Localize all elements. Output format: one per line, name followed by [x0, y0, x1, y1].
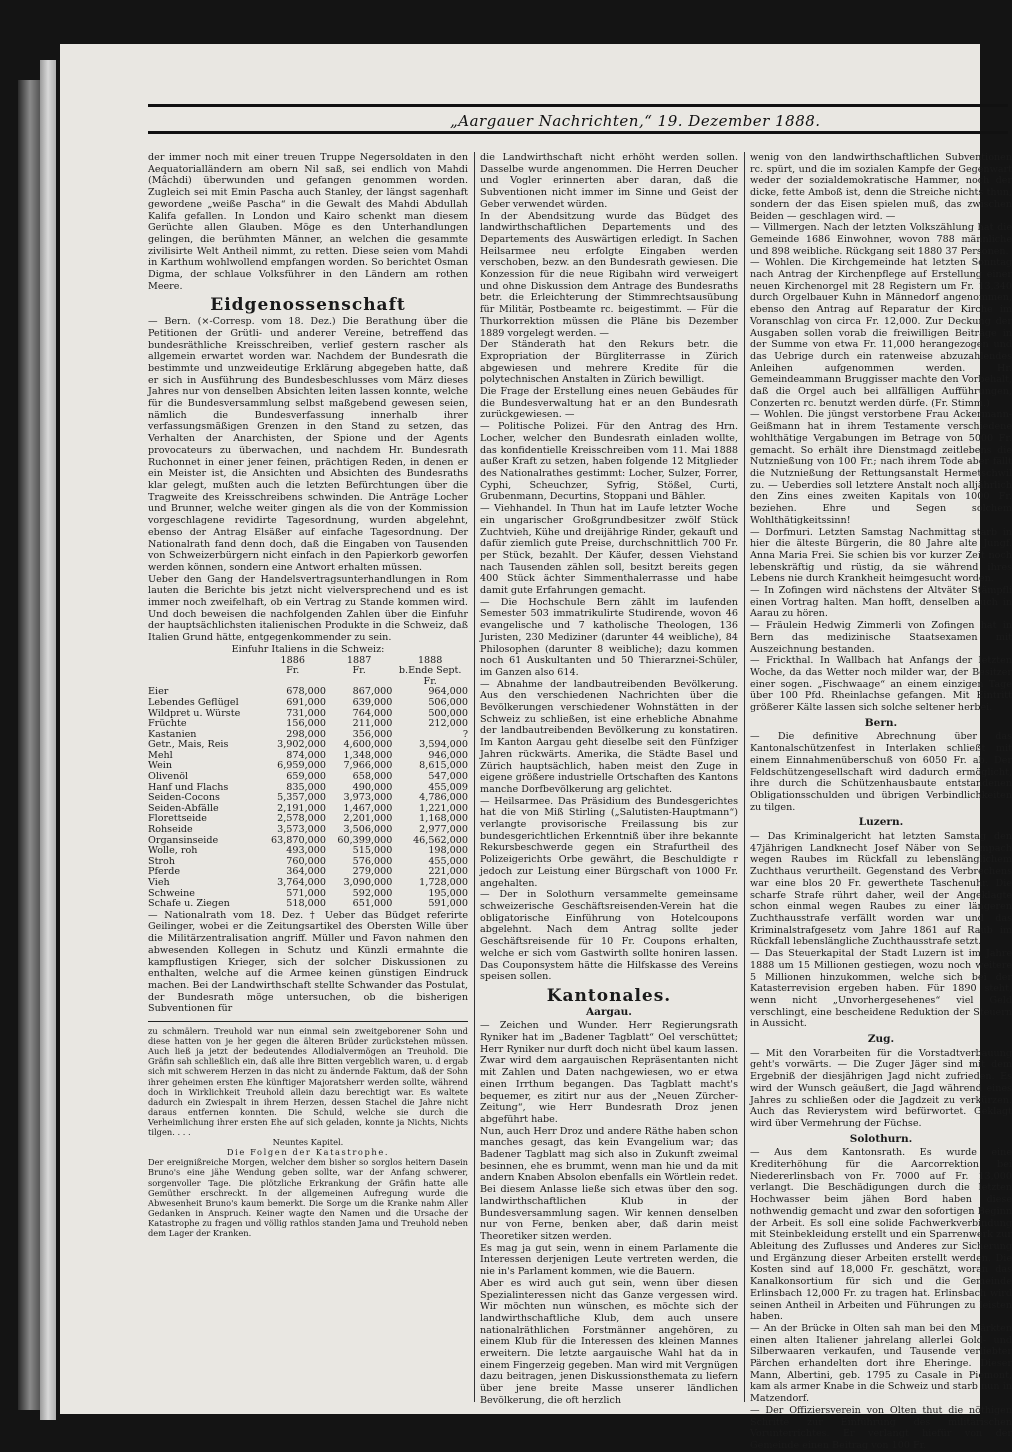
- article-nationalrath: — Nationalrath vom 18. Dez. † Ueber das Büdget referirte Geilinger, wobei er die Zeitungsartikel des Obersten Wille über die Militärzentralisation angriff. Müller und Favon nahmen den abwesenden Kollegen in Schutz und Künzli ermahnte die kampflustigen Krieger, sich der solcher Diskussionen zu enthalten, welche auf die Armee keinen günstigen Eindruck machen. Bei der Landwirthschaft stellte Schwander das Postulat, der Bundesrath möge untersuchen, ob die bisherigen Subventionen für: [148, 909, 468, 1015]
- product-name-cell: Lebendes Geflügel: [148, 696, 239, 708]
- article-viehhandel: — Viehhandel. In Thun hat im Laufe letzter Woche ein ungarischer Großgrundbesitzer zwölf Stück Zuchtvieh, Kühe und dreijährige Rinder, gekauft und dafür ziemlich gute Preise, durchschnittlich 700 Fr. per Stück, bezahlt. Der Käufer, dessen Viehstand nach Tausenden zählen soll, besitzt bereits gegen 400 Stück ächter Simmenthalerrasse und habe damit gute Erfahrungen gemacht.: [480, 503, 738, 597]
- value-cell: 3,090,000: [343, 877, 393, 888]
- value-cell: 5,357,000: [277, 792, 326, 804]
- masthead-rule-top: [148, 104, 1008, 107]
- article-droz: Nun, auch Herr Droz und andere Räthe haben schon manches gesagt, das kein Evangelium war; das Badener Tagblatt mag sich also in Zukunft zweimal besinnen, ehe es brummt, wenn man hie und da mit andern Knaben Absolon ebenfalls ein Wörtlein redet.: [480, 1125, 738, 1184]
- product-name-cell: Olivenöl: [148, 771, 189, 783]
- value-cell: 212,000: [428, 718, 468, 730]
- article-zug-jagd: — Mit den Vorarbeiten für die Vorstadtverbauung geht's vorwärts. — Die Zuger Jäger sind mit dem Ergebniß der diesjährigen Jagd nicht zufrieden. Es wird der Wunsch geäußert, die Jagd während eines Jahres zu schließen oder die Jagdzeit zu verkürzen. Auch das Revierystem wird befürwortet. Geklagt wird über Vermehrung der Füchse.: [750, 1047, 1012, 1129]
- value-cell: 592,000: [352, 887, 393, 899]
- product-name-cell: Stroh: [148, 855, 175, 867]
- table-body: [148, 687, 468, 909]
- subheading-solothurn: Solothurn.: [849, 1132, 913, 1145]
- value-cell: 1,348,000: [343, 749, 393, 761]
- product-name-cell: Wein: [148, 760, 173, 772]
- value-cell: 4,786,000: [419, 792, 468, 804]
- year-header: 1886: [280, 654, 305, 666]
- column-3: [750, 152, 1012, 1452]
- value-cell: 835,000: [286, 781, 326, 793]
- value-cell: 571,000: [286, 887, 326, 899]
- article-bern-petitionen: — Bern. (×-Corresp. vom 18. Dez.) Die Berathung über die Petitionen der Grütli- und anderer Vereine, betreffend das bundesräthliche Kreisschreiben, verlief gestern rascher als allgemein erwartet worden war. Nachdem der Bundesrath die bestimmte und unzweideutige Erklärung abgegeben hatte, daß er sich in Ausführung des Bundesbeschlusses vom März dieses Jahres nur von denselben Absichten leiten lassen konnte, welche für die Bundesversammlung selbst maßgebend gewesen seien, nämlich die Bundesverfassung innerhalb ihrer verfassungsmäßigen Grenzen in den Stand zu setzen, das Verhalten der Anarchisten, der Spione und der Agents provocateurs zu überwachen, und nachdem Hr. Bundesrath Ruchonnet in einer jener feinen, prächtigen Reden, in denen er ein Meister ist, die Ansichten und Absichten des Bundesraths klar gelegt, mußten auch die letzten Befürchtungen über die Tragweite des Kreisschreibens schwinden. Die Anträge Locher und Brunner, welche weiter gingen als die von der Kommission vorgeschlagene revidirte Tagesordnung, wurden abgelehnt, ebenso der Antrag Elsäßer auf einfache Tagesordnung. Der Nationalrath fand denn doch, daß die Eingaben von Tausenden von Schweizerbürgern nicht einfach in den Papierkorb geworfen werden können, sondern eine Antwort erhalten müssen.: [148, 316, 468, 573]
- product-name-cell: Kastanien: [148, 728, 197, 740]
- product-name-cell: Wolle, roh: [148, 845, 198, 857]
- value-cell: 867,000: [352, 686, 393, 698]
- value-cell: 576,000: [352, 855, 393, 867]
- value-cell: 1,221,000: [419, 802, 468, 814]
- value-cell: 63,870,000: [271, 834, 326, 846]
- product-name-cell: Hanf und Flachs: [148, 781, 229, 793]
- value-cell: 678,000: [286, 686, 326, 698]
- page-stack-edge: [40, 60, 56, 1420]
- value-cell: 60,399,000: [337, 834, 393, 846]
- year-note: b.Ende Sept.: [398, 665, 462, 677]
- value-cell: 298,000: [286, 728, 326, 740]
- masthead-title: „Aargauer Nachrichten,“ 19. Dezember 1888.: [450, 112, 821, 130]
- article-offiziersverein: — Der Offiziersverein von Olten thut die nöthigen Schritte zur Einführung des militärischen Vorunterrichtes. Er verlangt hiefür von der Gemeinde einen Beitrag von 100 Fr.: [750, 1404, 1012, 1451]
- value-cell: 764,000: [352, 707, 393, 719]
- article-geschaeftsreisende: — Der in Solothurn versammelte gemeinsame schweizerische Geschäftsreisenden-Verein hat die obligatorische Einführung von Hotelcoupons abgelehnt. Nach dem Antrag sollte jeder Geschäftsreisende für 10 Fr. Coupons erhalten, welche er sich vom Gastwirth sollte honiren lassen. Das Couponsystem hätte die Hilfskasse des Vereins speisen sollen.: [480, 889, 738, 983]
- value-cell: 2,977,000: [419, 824, 468, 836]
- subheading-zug: Zug.: [867, 1033, 895, 1046]
- value-cell: 3,506,000: [343, 824, 393, 836]
- value-cell: 6,959,000: [277, 760, 326, 772]
- article-hochschule: — Die Hochschule Bern zählt im laufenden Semester 503 immatrikulirte Studirende, wovon 46 evangelische und 7 katholische Theologen, 136 Juristen, 230 Mediziner (darunter 44 weibliche), 84 Philosophen (darunter 8 weibliche); dazu kommen noch 61 Auskultanten und 50 Thierarznei-Schüler, im Ganzen also 614.: [480, 596, 738, 678]
- article-mahdi: der immer noch mit einer treuen Truppe Negersoldaten in den Aequatorialländern am obern Nil saß, sei endlich von Mahdi (Mâchdi) überwunden und gefangen genommen worden. Zugleich sei mit Emin Pascha auch Stanley, der längst sagenhaft gewordene „weiße Pascha“ in die Gewalt des Mahdi Abdullah Kalifa gefallen. In London und Kairo schenkt man diesem Gerüchte allen Glauben. Möge es den Unterhandlungen gelingen, die berühmten Männer, an welchen die gesammte zivilisirte Welt Antheil nimmt, zu retten. Diese seien vom Mahdi in Karthum wohlwollend empfangen worden. So berichtet Osman Digma, der schlaue Volksführer in den Ländern am rothen Meere.: [148, 152, 468, 292]
- value-cell: 4,600,000: [343, 739, 393, 751]
- product-name-cell: Vieh: [148, 877, 170, 888]
- table-row: [148, 698, 468, 709]
- value-cell: 3,764,000: [277, 877, 326, 888]
- unit-label: Fr.: [423, 675, 437, 687]
- value-cell: 946,000: [428, 749, 468, 761]
- value-cell: 356,000: [352, 728, 393, 740]
- article-bundesverwaltung: Die Frage der Erstellung eines neuen Gebäudes für die Bundesverwaltung hat er an den Bundesrath zurückgewiesen. —: [480, 386, 738, 421]
- article-villmergen: — Villmergen. Nach der letzten Volkszählung hat die Gemeinde 1686 Einwohner, wovon 788 männliche und 898 weibliche. Rückgang seit 1880 37 Personen.: [750, 222, 1012, 257]
- value-cell: 731,000: [286, 707, 326, 719]
- newspaper-page: [60, 44, 1012, 1451]
- article-parlament: Es mag ja gut sein, wenn in einem Parlamente die Interessen derjenigen Leute vertreten werden, die nie in's Parlament kommen, wie die Bauern.: [480, 1242, 738, 1278]
- value-cell: 3,573,000: [277, 824, 326, 836]
- article-politische-polizei: — Politische Polizei. Für den Antrag des Hrn. Locher, welcher den Bundesrath einladen wollte, das konfidentielle Kreisschreiben vom 11. Mai 1888 außer Kraft zu setzen, haben folgende 12 Mitglieder des Nationalrathes gestimmt: Locher, Sulzer, Forrer, Cyphi, Scheuchzer, Syfrig, Stößel, Curti, Grubenmann, Decurtins, Stoppani und Bähler.: [480, 421, 738, 503]
- subheading-bern: Bern.: [864, 716, 898, 729]
- article-wohlen-orgel: — Wohlen. Die Kirchgemeinde hat letzten Sonntag nach Antrag der Kirchenpflege auf Erstellung einer neuen Kirchenorgel mit 28 Registern um Fr. 13,340 durch Orgelbauer Kuhn in Männedorf angenommen, ebenso den Antrag auf Reparatur der Kirche im Voranschlag von circa Fr. 12,000. Zur Deckung der Ausgaben sollen vorab die freiwilligen Beiträge in der Summe von etwa Fr. 11,000 herangezogen und das Uebrige durch ein ratenweise abzuzahlendes Anleihen aufgenommen werden. Hr. Gemeindeammann Bruggisser machte den Vorbehalt, daß die Orgel auch bei allfälligen Aufführungen, Conzerten rc. benutzt werden dürfe. (Fr. Stimm.): [750, 257, 1012, 409]
- value-cell: 658,000: [352, 771, 393, 783]
- article-kriminalgericht: — Das Kriminalgericht hat letzten Samstag den 47jährigen Landknecht Josef Näber von Sempach wegen Raubes im Rückfall zu lebenslänglichem Zuchthaus verurtheilt. Gegenstand des Verbrechens war eine blos 20 Fr. gewerthete Taschenuhr. Die scharfe Strafe rührt daher, weil der Angeklagte schon einmal wegen Raubes zu einer längeren Zuchthausstrafe verfällt worden war und das Kriminalstrafgesetz vom Jahre 1861 auf Raub im Rückfall lebenslängliche Zuchthausstrafe setzt.: [750, 831, 1012, 948]
- table-subheader-row: [148, 666, 468, 677]
- column-divider-1: [474, 152, 475, 1402]
- value-cell: 518,000: [286, 898, 326, 910]
- value-cell: 221,000: [428, 866, 468, 878]
- product-name-cell: Früchte: [148, 718, 187, 730]
- value-cell: 874,000: [286, 749, 326, 761]
- value-cell: 515,000: [352, 845, 393, 857]
- article-landwirthschaft: die Landwirthschaft nicht erhöht werden sollen. Dasselbe wurde angenommen. Die Herren Deucher und Vogler erinnerten aber daran, daß die Subventionen nicht immer im Sinne und Geist der Geber verwendet würden.: [480, 152, 738, 210]
- product-name-cell: Getr., Mais, Reis: [148, 739, 229, 751]
- value-cell: 691,000: [286, 696, 326, 708]
- value-cell: 211,000: [352, 718, 393, 730]
- value-cell: 3,973,000: [343, 792, 393, 804]
- feuilleton-text-1: zu schmälern. Treuhold war nun einmal sein zweitgeborener Sohn und diese hatten von je her gegen die älteren Brüder zurückstehen müssen. Auch ließ ja jetzt der bedeutendes Allodialvermögen an Treuhold. Die Gräfin sah schließlich ein, daß alle ihre Bitten vergeblich waren, u. d ergab sich mit schwerem Herzen in das nicht zu ändernde Faktum, daß der Sohn ihrer geheimen ersten Ehe künftiger Majoratsherr werden sollte, während doch in Wirklichkeit Treuhold allein dazu berechtigt war. Es waltete dadurch ein Zwiespalt in ihrem Herzen, dessen Stachel die Jahre nicht daraus entfernen konnten. Die Schuld, welche sie durch die Verheimlichung ihrer ersten Ehe auf sich geladen, konnte ja Nichts, Nichts tilgen. . . .: [148, 1026, 468, 1138]
- chapter-title: Die Folgen der Katastrophe.: [226, 1147, 390, 1158]
- article-frickthal: — Frickthal. In Wallbach hat Anfangs der letzten Woche, da das Wetter noch milder war, der Besitzer einer sogen. „Fischwaage“ an einem einzigen Tage über 100 Pfd. Rheinlachse gefangen. Mit Eintritt größerer Kälte lassen sich solche seltener herbei.: [750, 655, 1012, 714]
- article-abendsitzung: In der Abendsitzung wurde das Büdget des landwirthschaftlichen Departements und des Departements des Auswärtigen erledigt. In Sachen Heilsarmee neu erfolgte Eingaben werden verschoben, bezw. an den Bundesrath gewiesen. Die Konzession für die neue Rigibahn wird verweigert und ohne Diskussion dem Antrage des Bundesraths betr. die Erleichterung der Stimmrechtsausübung für Militär, Postbeamte rc. beigestimmt. — Für die Thurkorrektion müssen die Pläne bis Dezember 1889 vorgelegt werden. —: [480, 210, 738, 339]
- value-cell: 639,000: [352, 696, 393, 708]
- section-heading-eidgenossenschaft: Eidgenossenschaft: [210, 295, 406, 316]
- table-row: [148, 899, 468, 910]
- product-name-cell: Seiden-Abfälle: [148, 802, 219, 814]
- year-header: 1888: [417, 654, 443, 666]
- value-cell: 964,000: [428, 686, 468, 698]
- value-cell: 8,615,000: [419, 760, 468, 772]
- column-divider-2: [744, 152, 745, 1402]
- value-cell: 364,000: [286, 866, 326, 878]
- product-name-cell: Schweine: [148, 887, 195, 899]
- product-name-cell: Seiden-Cocons: [148, 792, 220, 804]
- subheading-aargau: Aargau.: [586, 1005, 632, 1018]
- article-subventionen: wenig von den landwirthschaftlichen Subventionen rc. spürt, und die im sozialen Kampfe der Gegenwart weder der sozialdemokratische Hammer, noch der dicke, fette Amboß ist, denn die Streiche nichts thun, sondern der das Eisen spielen muß, das zwischen Beiden — geschlagen wird. —: [750, 152, 1012, 222]
- value-cell: 3,902,000: [277, 739, 326, 751]
- value-cell: 195,000: [428, 887, 468, 899]
- article-spezialinteressen: Aber es wird auch gut sein, wenn über diesen Spezialinteressen nicht das Ganze vergessen wird. Wir möchten nun wünschen, es möchte sich der landwirthschaftliche Klub, dem auch unsere nationalräthlichen Forstmänner angehören, zu einem Klub für die Interessen des kleinen Mannes erweitern. Die letzte aargauische Wahl hat da in einem Fingerzeig gegeben. Man wird mit Vergnügen dazu beitragen, jenen Diskussionsthemata zu liefern über jene breite Masse unserer ländlichen Bevölkerung, die oft herzlich: [480, 1277, 738, 1406]
- value-cell: 1,728,000: [419, 877, 468, 888]
- value-cell: 455,009: [428, 781, 468, 793]
- subheading-luzern: Luzern.: [858, 816, 904, 829]
- article-zofingen-vortrag: — In Zofingen wird nächstens der Altväter Stämpfli einen Vortrag halten. Man hofft, denselben auch in Aarau zu hören.: [750, 585, 1012, 620]
- product-name-cell: Wildpret u. Würste: [148, 707, 241, 719]
- value-cell: 7,966,000: [343, 760, 393, 772]
- value-cell: 156,000: [286, 718, 326, 730]
- article-zeichen-wunder: — Zeichen und Wunder. Herr Regierungsrath Ryniker hat im „Badener Tagblatt“ Oel verschüttet; Herr Ryniker nur durft doch nicht übel kaum lassen. Zwar wird dem aargauischen Repräsentanten nicht mit Zahlen und Daten nachgewiesen, wo er etwa einen Irrthum begangen. Das Tagblatt macht's bequemer, es zitirt nur aus der „Neuen Zürcher-Zeitung“, wie Herr Bundesrath Droz jenen abgeführt habe.: [480, 1020, 738, 1125]
- unit-label: Fr.: [286, 665, 300, 677]
- article-olten-bruecke: — An der Brücke in Olten sah man bei den Märkten einen alten Italiener jahrelang allerlei Gold- und Silberwaaren verkaufen, und Tausende verliebter Pärchen erhandelten dort ihre Eheringe. Dieser Mann, Albertini, geb. 1795 zu Casale in Piemont, kam als armer Knabe in die Schweiz und starb nun in Matzendorf.: [750, 1322, 1012, 1405]
- article-schuetzenfest: — Die definitive Abrechnung über das Kantonalschützenfest in Interlaken schließt mit einem Einnahmenüberschuß von 6050 Fr. ab. Der Feldschützengesellschaft wird dadurch ermöglicht, ihre durch die Schützenhausbaute entstandenen Obligationsschulden und übrigen Verbindlichkeiten zu tilgen.: [750, 731, 1012, 813]
- article-bevoelkerung: — Abnahme der landbautreibenden Bevölkerung. Aus den verschiedenen Nachrichten über die Bevölkerungen verschiedener Wohnstätten in der Schweiz zu schließen, ist eine erhebliche Abnahme der landbautreibenden Bevölkerung zu konstatiren. Im Kanton Aargau geht dieselbe seit den Fünfziger Jahren rückwärts. Amerika, die Städte Basel und Zürich hauptsächlich, haben meist den Zuge in eigene größere industrielle Ortschaften des Kantons manche Dorfbevölkerung arg gelichtet.: [480, 678, 738, 795]
- value-cell: 279,000: [352, 866, 393, 878]
- value-cell: 506,000: [428, 696, 468, 708]
- product-name-cell: Eier: [148, 686, 169, 698]
- masthead-rule-bottom: [148, 131, 1008, 134]
- article-kantonsrath: — Aus dem Kantonsrath. Es wurde eine Krediterhöhung für die Aarcorrektion bei Niedererlinsbach von Fr. 7000 auf Fr. 13,000 verlangt. Die Beschädigungen durch die letzten Hochwasser beim jähen Bord haben diese nothwendig gemacht und zwar den sofortigen Beginn der Arbeit. Es soll eine solide Fachwerkverbindung mit Steinbekleidung erstellt und ein Sparrenwerk zur Ableitung des Zuflusses und Anderes zur Sicherung und Ergänzung dieser Arbeiten erstellt werden. Die Kosten sind auf 18,000 Fr. geschätzt, woran das Kanalkonsortium für sich und die Gemeinde Erlinsbach 12,000 Fr. zu tragen hat. Erlinsbach wird seinen Antheil in Arbeiten und Führungen zu leisten haben.: [750, 1147, 1012, 1323]
- value-cell: 2,578,000: [277, 813, 326, 825]
- article-klub: Bei diesem Anlasse ließe sich etwas über den sog. landwirthschaftlichen Klub in der Bundesversammlung sagen. Wir kennen denselben nur von Ferne, benken aber, daß darin meist Theoretiker sitzen werden.: [480, 1184, 738, 1242]
- value-cell: 651,000: [352, 898, 393, 910]
- article-steuerkapital: — Das Steuerkapital der Stadt Luzern ist im Jahre 1888 um 15 Millionen gestiegen, wozu noch weitere 5 Millionen hinzukommen, welche sich bei der Katasterrevision ergeben haben. Für 1890 steht, wenn nicht „Unvorhergesehenes“ viel Geld verschlingt, eine bescheidene Reduktion der Steuern in Aussicht.: [750, 948, 1012, 1030]
- value-cell: 455,000: [428, 855, 468, 867]
- article-handelsvertrag: Ueber den Gang der Handelsvertragsunterhandlungen in Rom lauten die Berichte bis jetzt nicht vielversprechend und es ist immer noch zweifelhaft, ob ein Vertrag zu Stande kommen wird. Und doch beweisen die nachfolgenden Zahlen über die Einfuhr der hauptsächlichsten italienischen Produkte in die Schweiz, daß Italien Grund hätte, entgegenkommender zu sein.: [148, 573, 468, 644]
- article-zimmerli: — Fräulein Hedwig Zimmerli von Zofingen hat in Bern das medizinische Staatsexamen mit Auszeichnung bestanden.: [750, 620, 1012, 655]
- product-name-cell: Rohseide: [148, 824, 193, 836]
- value-cell: 1,168,000: [419, 813, 468, 825]
- value-cell: 46,562,000: [413, 834, 468, 846]
- column-2: [480, 152, 738, 1407]
- feuilleton: [148, 1026, 468, 1238]
- column-1: [148, 152, 468, 1238]
- feuilleton-divider: [148, 1021, 468, 1022]
- section-heading-kantonales: Kantonales.: [546, 985, 672, 1006]
- article-heilsarmee: — Heilsarmee. Das Präsidium des Bundesgerichtes hat die von Miß Stirling („Salutisten-Hauptmann“) verlangte provisorische Freilassung bis zur bundesgerichtlichen Erkenntniß über ihre bekannte Rekursbeschwerde gegen ein Strafurtheil des Polizeigerichts Orbe gewährt, die Beschuldigte r jedoch zur Leistung einer Bürgschaft von 1000 Fr. angehalten.: [480, 795, 738, 889]
- table-row: [148, 878, 468, 889]
- year-header: 1887: [346, 654, 372, 666]
- article-staenderath: Der Ständerath hat den Rekurs betr. die Expropriation der Bürgliterrasse in Zürich abgewiesen und mehrere Kredite für die polytechnischen Anstalten in Zürich bewilligt.: [480, 339, 738, 386]
- value-cell: 1,467,000: [343, 802, 393, 814]
- product-name-cell: Florettseide: [148, 813, 207, 825]
- value-cell: 490,000: [352, 781, 393, 793]
- product-name-cell: Schafe u. Ziegen: [148, 898, 230, 910]
- value-cell: 198,000: [428, 845, 468, 857]
- product-name-cell: Organsinseide: [148, 834, 219, 846]
- article-dorfmuri: — Dorfmuri. Letzten Samstag Nachmittag starb in hier die älteste Bürgerin, die 80 Jahre alte Jungf. Anna Maria Frei. Sie schien bis vor kurzer Zeit noch lebenskräftig und rüstig, da sie während ihres Lebens nie durch Krankheit heimgesucht worden.: [750, 526, 1012, 585]
- value-cell: 2,201,000: [343, 813, 393, 825]
- value-cell: 760,000: [286, 855, 326, 867]
- product-name-cell: Pferde: [148, 866, 181, 878]
- article-wohlen-testament: — Wohlen. Die jüngst verstorbene Frau Ackermann-Geißmann hat in ihrem Testamente verschiedene wohlthätige Vergabungen im Betrage von 5000 Fr. gemacht. So erhält ihre Dienstmagd zeitlebens die Nutznießung von 100 Fr.; nach ihrem Tode aber fällt die Nutznießung der Rettungsanstalt Hermetschwil zu. — Ueberdies soll letztere Anstalt noch alljährlich den Zins eines zweiten Kapitals von 1000 Fr. beziehen. Ehre und Segen solchem Wohlthätigkeitssinn!: [750, 409, 1012, 526]
- feuilleton-text-2: Der ereignißreiche Morgen, welcher dem bisher so sorglos heitern Dasein Bruno's eine jähe Wendung geben sollte, war der Anfang schwerer, sorgenvoller Tage. Die plötzliche Erkrankung der Gräfin hatte alle Gemüther erschreckt. In der allgemeinen Aufregung wurde die Abwesenheit Bruno's kaum bemerkt. Die Sorge um die Kranke nahm Aller Gedanken in Anspruch. Keiner wagte den Namen und die Ursache der Katastrophe zu fragen und völlig rathlos standen Jama und Treuhold neben dem Lager der Kranken.: [148, 1157, 468, 1238]
- value-cell: 493,000: [286, 845, 326, 857]
- chapter-number: Neuntes Kapitel.: [272, 1137, 344, 1148]
- value-cell: 659,000: [286, 771, 326, 783]
- product-name-cell: Mehl: [148, 749, 173, 761]
- value-cell: ?: [462, 728, 468, 740]
- import-statistics-table: [148, 656, 468, 910]
- unit-label: Fr.: [352, 665, 366, 677]
- value-cell: 547,000: [428, 771, 468, 783]
- value-cell: 591,000: [428, 898, 468, 910]
- value-cell: 3,594,000: [419, 739, 468, 751]
- value-cell: 500,000: [428, 707, 468, 719]
- value-cell: 2,191,000: [277, 802, 326, 814]
- table-caption: Einfuhr Italiens in die Schweiz:: [231, 643, 385, 655]
